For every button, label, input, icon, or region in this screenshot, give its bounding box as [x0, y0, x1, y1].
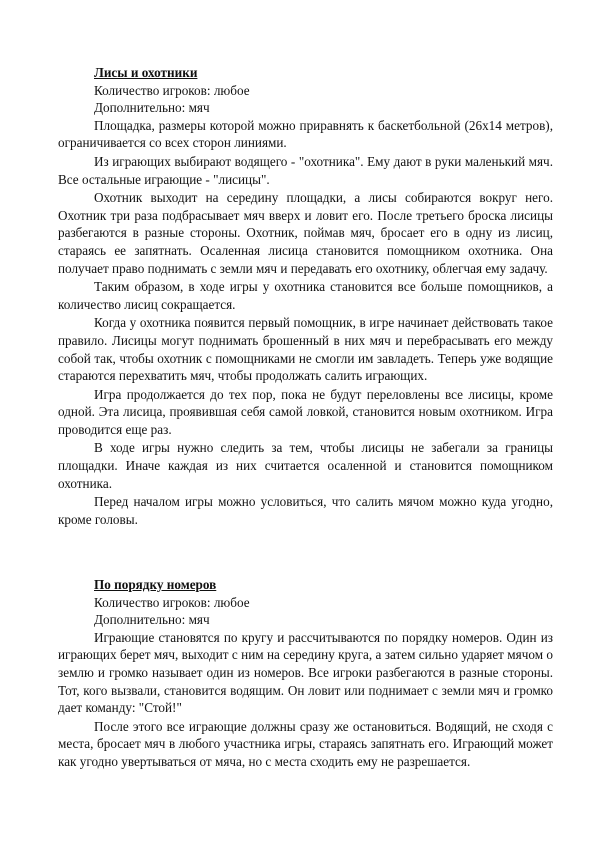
paragraph: Игра продолжается до тех пор, пока не будут переловлены все лисицы, кроме одной. Эта лисица, проявившая себя самой ловкой, становится новым охотником. Игра проводится еще раз. — [58, 386, 553, 437]
extra-equipment: Дополнительно: мяч — [94, 612, 210, 628]
paragraph: После этого все играющие должны сразу же остановиться. Водящий, не сходя с места, бросает мяч в любого участника игры, стараясь запятнать его. Играющий может как угодно увертываться от мяча, но с места сходить ему не разрешается. — [58, 718, 553, 769]
section-title: По порядку номеров — [94, 577, 217, 592]
players-count: Количество игроков: любое — [94, 82, 250, 98]
paragraph: Таким образом, в ходе игры у охотника становится все больше помощников, а количество лисиц сокращается. — [58, 279, 553, 312]
game-section-by-number-order — [58, 576, 553, 772]
paragraph: Из играющих выбирают водящего - "охотника". Ему дают в руки маленький мяч. Все остальные играющие - "лисицы". — [58, 153, 553, 187]
game-section-foxes-and-hunters — [58, 64, 553, 529]
paragraph: В ходе игры нужно следить за тем, чтобы лисицы не забегали за границы площадки. Иначе каждая из них считается осаленной и становится помощником охотника. — [58, 440, 553, 491]
paragraph: Перед началом игры можно условиться, что салить мячом можно куда угодно, кроме головы. — [58, 494, 553, 527]
extra-equipment: Дополнительно: мяч — [94, 100, 210, 116]
paragraph: Охотник выходит на середину площадки, а лисы собираются вокруг него. Охотник три раза подбрасывает мяч вверх и ловит его. После третьего броска лисицы разбегаются в разные стороны. Охотник, поймав мяч, бросает его в одну из лисиц, стараясь ее запятнать. Осаленная лисица становится помощником охотника. Она получает право поднимать с земли мяч и передавать его охотнику, облегчая ему задачу. — [58, 190, 553, 276]
paragraph: Играющие становятся по кругу и рассчитываются по порядку номеров. Один из играющих берет мяч, выходит с ним на середину круга, а затем сильно ударяет мячом о землю и громко называет один из номеров. Все игроки разбегаются в разные стороны. Тот, кого вызвали, становится водящим. Он ловит или поднимает с земли мяч и громко дает команду: "Стой!" — [58, 629, 553, 716]
paragraph: Площадка, размеры которой можно приравнять к баскетбольной (26х14 метров), ограничивается со всех сторон линиями. — [58, 117, 553, 151]
players-count: Количество игроков: любое — [94, 594, 250, 610]
paragraph: Когда у охотника появится первый помощник, в игре начинает действовать такое правило. Лисицы могут поднимать брошенный в них мяч и перебрасывать его между собой так, чтобы охотник с помощниками не смогли им завладеть. Теперь уже водящие стараются перехватить мяч, чтобы продолжать салить играющих. — [58, 315, 553, 384]
section-title: Лисы и охотники — [94, 65, 198, 80]
